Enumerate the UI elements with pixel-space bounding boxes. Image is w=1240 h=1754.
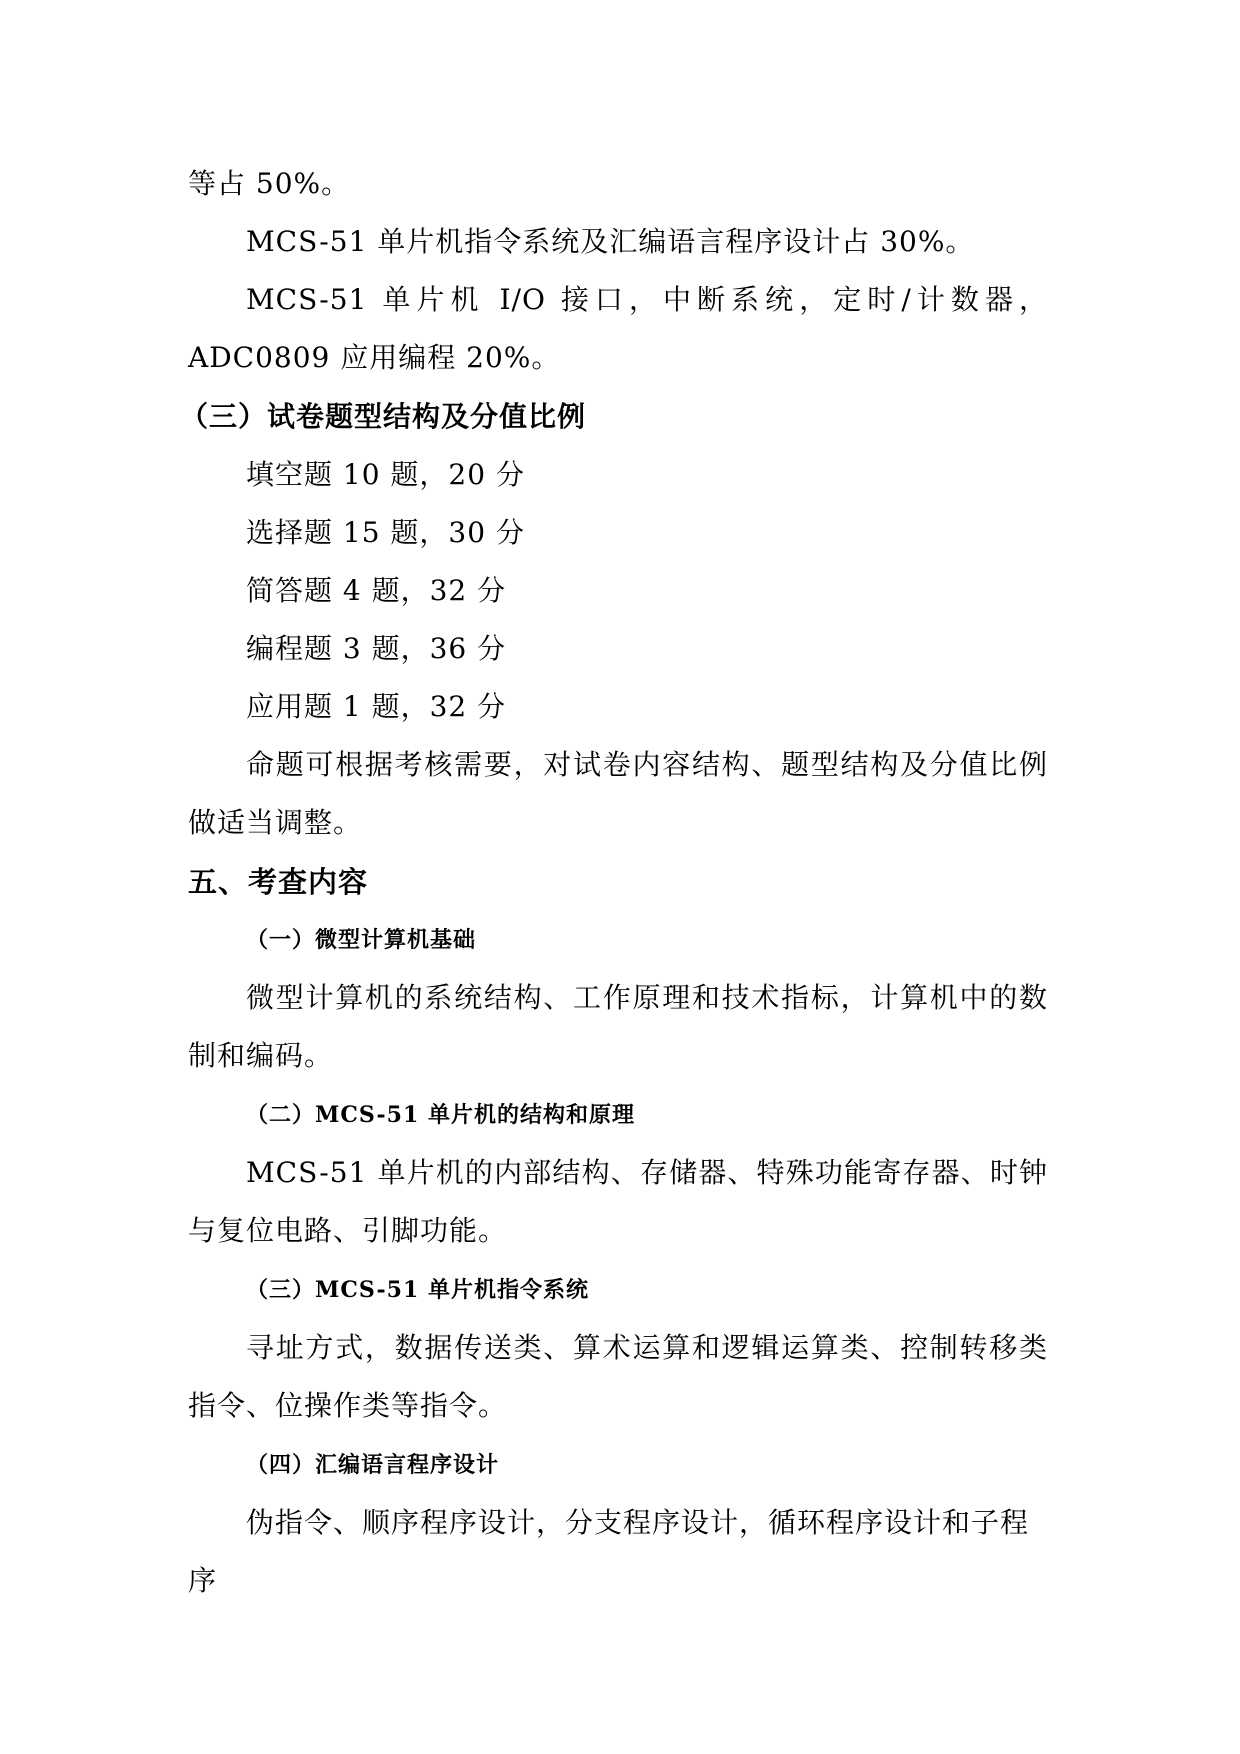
subheading-microcomputer-basics: （一）微型计算机基础: [246, 927, 477, 953]
list-item-short-answer: 简答题 4 题，32 分: [246, 574, 507, 607]
list-item-fill-blank: 填空题 10 题，20 分: [246, 458, 525, 491]
subheading-assembly-programming: （四）汇编语言程序设计: [246, 1452, 500, 1478]
paragraph-adjustment-note: 命题可根据考核需要，对试卷内容结构、题型结构及分值比例做适当调整。: [188, 748, 1048, 839]
paragraph-ratio-50: 等占 50%。: [188, 167, 351, 200]
list-item-multiple-choice: 选择题 15 题，30 分: [246, 516, 525, 549]
list-item-programming: 编程题 3 题，36 分: [246, 632, 507, 665]
heading-exam-structure: （三）试卷题型结构及分值比例: [180, 400, 587, 433]
paragraph-mcs51-instructions: 寻址方式，数据传送类、算术运算和逻辑运算类、控制转移类指令、位操作类等指令。: [188, 1331, 1048, 1422]
subheading-mcs51-instructions: （三）MCS-51 单片机指令系统: [246, 1277, 589, 1303]
paragraph-mcs51-structure: MCS-51 单片机的内部结构、存储器、特殊功能寄存器、时钟与复位电路、引脚功能。: [188, 1156, 1048, 1247]
list-item-application: 应用题 1 题，32 分: [246, 690, 507, 723]
paragraph-microcomputer-basics: 微型计算机的系统结构、工作原理和技术指标，计算机中的数制和编码。: [188, 981, 1048, 1072]
paragraph-ratio-20: MCS-51 单片机 I/O 接口，中断系统，定时/计数器，ADC0809 应用编程 20%。: [188, 283, 1048, 374]
paragraph-ratio-30: MCS-51 单片机指令系统及汇编语言程序设计占 30%。: [246, 225, 975, 258]
subheading-mcs51-structure: （二）MCS-51 单片机的结构和原理: [246, 1102, 635, 1128]
paragraph-assembly-programming: 伪指令、顺序程序设计，分支程序设计，循环程序设计和子程序: [188, 1506, 1030, 1597]
section-heading-exam-content: 五、考查内容: [188, 865, 369, 899]
